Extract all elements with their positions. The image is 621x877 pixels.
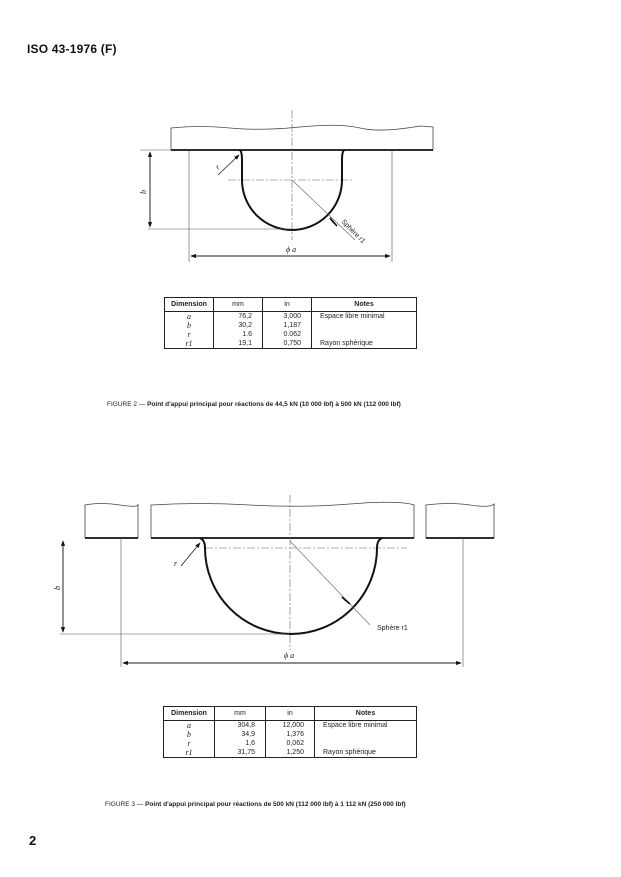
table-row [165, 330, 417, 339]
figure-3-caption-prefix: FIGURE 3 — [105, 801, 146, 808]
fig3-label-a: ϕ a [284, 651, 295, 660]
page-number: 2 [29, 833, 37, 848]
cell-dimension: r1 [164, 748, 215, 758]
col-header-dimension: Dimension [165, 298, 214, 312]
figure-3-caption-text: Point d'appui principal pour réactions de 500 kN (112 000 lbf) à 1 112 kN (250 000 lbf) [145, 801, 406, 808]
cell-mm: 1.6 [214, 330, 263, 339]
cell-mm: 76,2 [214, 312, 263, 322]
cell-notes: Rayon sphérique [315, 748, 417, 758]
col-header-in: in [266, 707, 315, 721]
cell-in: 3,000 [263, 312, 312, 322]
cell-in: 1,250 [266, 748, 315, 758]
col-header-dimension: Dimension [164, 707, 215, 721]
figure-2-caption [107, 401, 401, 408]
col-header-in: in [263, 298, 312, 312]
cell-notes: Rayon sphérique [312, 339, 417, 349]
col-header-mm: mm [214, 298, 263, 312]
cell-mm: 19,1 [214, 339, 263, 349]
figure-3-drawing [0, 480, 621, 700]
col-header-notes: Notes [315, 707, 417, 721]
cell-in: 12,000 [266, 721, 315, 731]
fig2-label-sphere: Sphère r1 [339, 218, 367, 246]
cell-notes [315, 730, 417, 739]
fig3-label-r: r [174, 559, 178, 568]
fig2-label-a: ϕ a [286, 245, 297, 254]
table-row [165, 312, 417, 322]
cell-dimension: b [165, 321, 214, 330]
fig3-label-b: b [53, 586, 62, 590]
table-row [164, 730, 417, 739]
table-row [165, 339, 417, 349]
cell-dimension: r [164, 739, 215, 748]
cell-dimension: a [165, 312, 214, 322]
cell-in: 0,062 [266, 739, 315, 748]
table-row [164, 721, 417, 731]
col-header-notes: Notes [312, 298, 417, 312]
fig2-label-r: r [213, 162, 222, 172]
col-header-mm: mm [215, 707, 266, 721]
cell-mm: 30,2 [214, 321, 263, 330]
figure-3-dimension-table [163, 706, 417, 758]
fig2-label-b: b [139, 190, 148, 194]
cell-mm: 304,8 [215, 721, 266, 731]
cell-mm: 31,75 [215, 748, 266, 758]
cell-in: 0,750 [263, 339, 312, 349]
cell-mm: 34,9 [215, 730, 266, 739]
cell-dimension: r1 [165, 339, 214, 349]
table-row [164, 739, 417, 748]
cell-notes [312, 321, 417, 330]
fig3-label-sphere: Sphère r1 [377, 625, 408, 632]
table-row [165, 321, 417, 330]
figure-2-caption-prefix: FIGURE 2 — [107, 401, 148, 408]
cell-in: 0.062 [263, 330, 312, 339]
cell-dimension: b [164, 730, 215, 739]
cell-dimension: r [165, 330, 214, 339]
figure-2-caption-text: Point d'appui principal pour réactions de 44,5 kN (10 000 lbf) à 500 kN (112 000 lbf) [147, 401, 401, 408]
document-id-header: ISO 43-1976 (F) [27, 42, 117, 56]
figure-2-drawing [0, 0, 621, 290]
cell-dimension: a [164, 721, 215, 731]
cell-notes: Espace libre minimal [312, 312, 417, 322]
cell-notes [315, 739, 417, 748]
cell-notes [312, 330, 417, 339]
cell-in: 1,187 [263, 321, 312, 330]
figure-2-dimension-table [164, 297, 417, 349]
cell-mm: 1,6 [215, 739, 266, 748]
table-row [164, 748, 417, 758]
figure-3-caption [105, 801, 406, 808]
cell-notes: Espace libre minimal [315, 721, 417, 731]
cell-in: 1,376 [266, 730, 315, 739]
